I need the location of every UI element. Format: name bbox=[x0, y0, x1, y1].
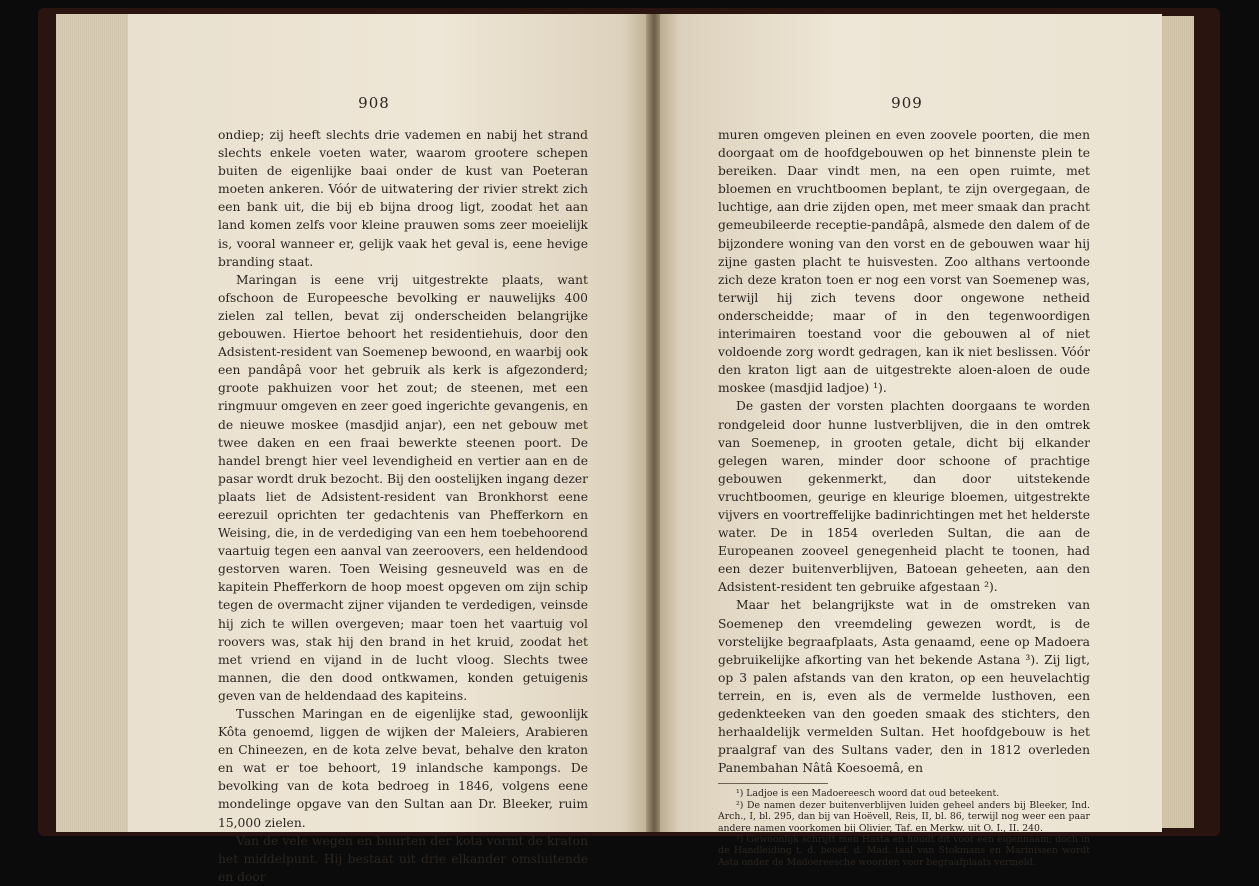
paragraph: Van de vele wegen en buurten der kota vormt de kraton het middelpunt. Hij bestaat uit drie elkander omsluitende en door bbox=[218, 833, 588, 884]
footnote: ¹) Ladjoe is een Madoereesch woord dat oud beteekent. bbox=[736, 788, 1000, 800]
footnote-divider bbox=[718, 783, 828, 784]
paragraph: De gasten der vorsten plachten doorgaans te worden rondgeleid door hunne lustverblijven, die in den omtrek van Soemenep, in grooten getale, dicht bij elkander gelegen waren, minder door schoone of prachtige gebouwen gekenmerkt, dan door uitstekende vruchtboomen, geurige en kleurige bloemen, uitgestrekte vijvers en voortreffelijke badinrichtingen met het helderste water. De in 1854 overleden Sultan, die aan de Europeanen zooveel genegenheid placht te toonen, had een dezer buitenverblijven, Batoean geheeten, aan den Adsistent-resident ten gebruike afgestaan ²). bbox=[718, 399, 1090, 595]
paragraph: Tusschen Maringan en de eigenlijke stad, gewoonlijk Kôta genoemd, liggen de wijken der Maleiers, Arabieren en Chineezen, en de kota zelve bevat, behalve den kraton en wat er toe behoort, 19 inlandsche kampongs. De bevolking van de kota bedroeg in 1846, volgens eene mondelinge opgave van den Sultan aan Dr. Bleeker, ruim 15,000 zielen. bbox=[218, 707, 588, 830]
paragraph: Maringan is eene vrij uitgestrekte plaats, want ofschoon de Europeesche bevolking er nauwelijks 400 zielen zal tellen, bevat zij onderscheiden belangrijke gebouwen. Hiertoe behoort het residentiehuis, door den Adsistent-resident van Soemenep bewoond, en waarbij ook een pandâpâ voor het gebruik als kerk is afgezonderd; groote pakhuizen voor het zout; de steenen, met een ringmuur omgeven en zeer goed ingerichte gevangenis, en de nieuwe moskee (masdjid anjar), een net gebouw met twee daken en een fraai bewerkte steenen poort. De handel brengt hier veel levendigheid en vertier aan en de pasar wordt druk bezocht. Bij den oostelijken ingang dezer plaats liet de Adsistent-resident van Bronkhorst eene eerezuil oprichten ter gedachtenis van Phefferkorn en Weising, die, in de verdediging van een hem toebehoorend vaartuig tegen een aanval van zeeroovers, een heldendood gestorven waren. Toen Weising gesneuveld was en de kapitein Phefferkorn de hoop moest opgeven om zijn schip tegen de overmacht zijner vijanden te verdedigen, veinsde hij zich te willen overgeven; maar toen het vaartuig vol roovers was, stak hij den brand in het kruid, zoodat het met vriend en vijand in de lucht vloog. Slechts twee mannen, die den dood ontkwamen, konden getuigenis geven van de heldendaad des kapiteins. bbox=[218, 272, 588, 703]
paragraph: Maar het belangrijkste wat in de omstreken van Soemenep den vreemdeling gewezen wordt, is de vorstelijke begraafplaats, Asta genaamd, eene op Madoera gebruikelijke afkorting van het bekende Astana ³). Zij ligt, op 3 palen afstands van den kraton, op een heuvelachtig terrein, en is, even als de vermelde lusthoven, een gedenkteeken van den goeden smaak des stichters, den herhaaldelijk vermelden Sultan. Het hoofdgebouw is het praalgraf van des Sultans vader, den in 1812 overleden Panembahan Nâtâ Koesoemâ, en bbox=[718, 598, 1090, 776]
footnote: ³) Gewoonlijk schrijft men Hasta en houdt dit voor een eigennaam; doch in de Handleiding t. d. beoef. d. Mad. taal van Stokmans en Marinissen wordt Asta onder de Madoereesche woorden voor begraafplaats vermeld. bbox=[718, 834, 1090, 868]
right-page-number: 909 bbox=[891, 94, 923, 112]
right-page bbox=[660, 14, 1162, 868]
left-page-number: 908 bbox=[358, 94, 390, 112]
page-edges-left bbox=[56, 14, 128, 832]
right-page-text bbox=[718, 126, 1090, 868]
paragraph: ondiep; zij heeft slechts drie vademen en nabij het strand slechts enkele voeten water, waarom grootere schepen buiten de eigenlijke baai onder de kust van Poeteran moeten ankeren. Vóór de uitwatering der rivier strekt zich een bank uit, die bij eb bijna droog ligt, zoodat het aan land komen zelfs voor kleine prauwen soms zeer moeielijk is, vooral wanneer er, gelijk vaak het geval is, eene hevige branding staat. bbox=[218, 128, 588, 269]
left-page bbox=[128, 14, 648, 884]
page-edges-right bbox=[1160, 16, 1194, 828]
footnote: ²) De namen dezer buitenverblijven luiden geheel anders bij Bleeker, Ind. Arch., I, bl. 295, dan bij van Hoëvell, Reis, II, bl. 86, terwijl nog weer een paar andere namen voorkomen bij Olivier, Taf. en Merkw. uit O. I., II. 240. bbox=[718, 799, 1090, 834]
paragraph: muren omgeven pleinen en even zoovele poorten, die men doorgaat om de hoofdgebouwen op het binnenste plein te bereiken. Daar vindt men, na een open ruimte, met bloemen en vruchtboomen beplant, te zijn overgegaan, de luchtige, aan drie zijden open, met meer smaak dan pracht gemeubileerde receptie-pandâpâ, alsmede den dalem of de bijzondere woning van den vorst en de gebouwen waar hij zijne gasten placht te huisvesten. Zoo althans vertoonde zich deze kraton toen er nog een vorst van Soemenep was, terwijl hij zich tevens door ongewone netheid onderscheidde; maar of in den tegenwoordigen interimairen toestand voor die gebouwen al of niet voldoende zorg wordt gedragen, kan ik niet beslissen. Vóór den kraton ligt aan de uitgestrekte aloen-aloen de oude moskee (masdjid ladjoe) ¹). bbox=[718, 128, 1090, 396]
left-page-text bbox=[218, 126, 588, 886]
